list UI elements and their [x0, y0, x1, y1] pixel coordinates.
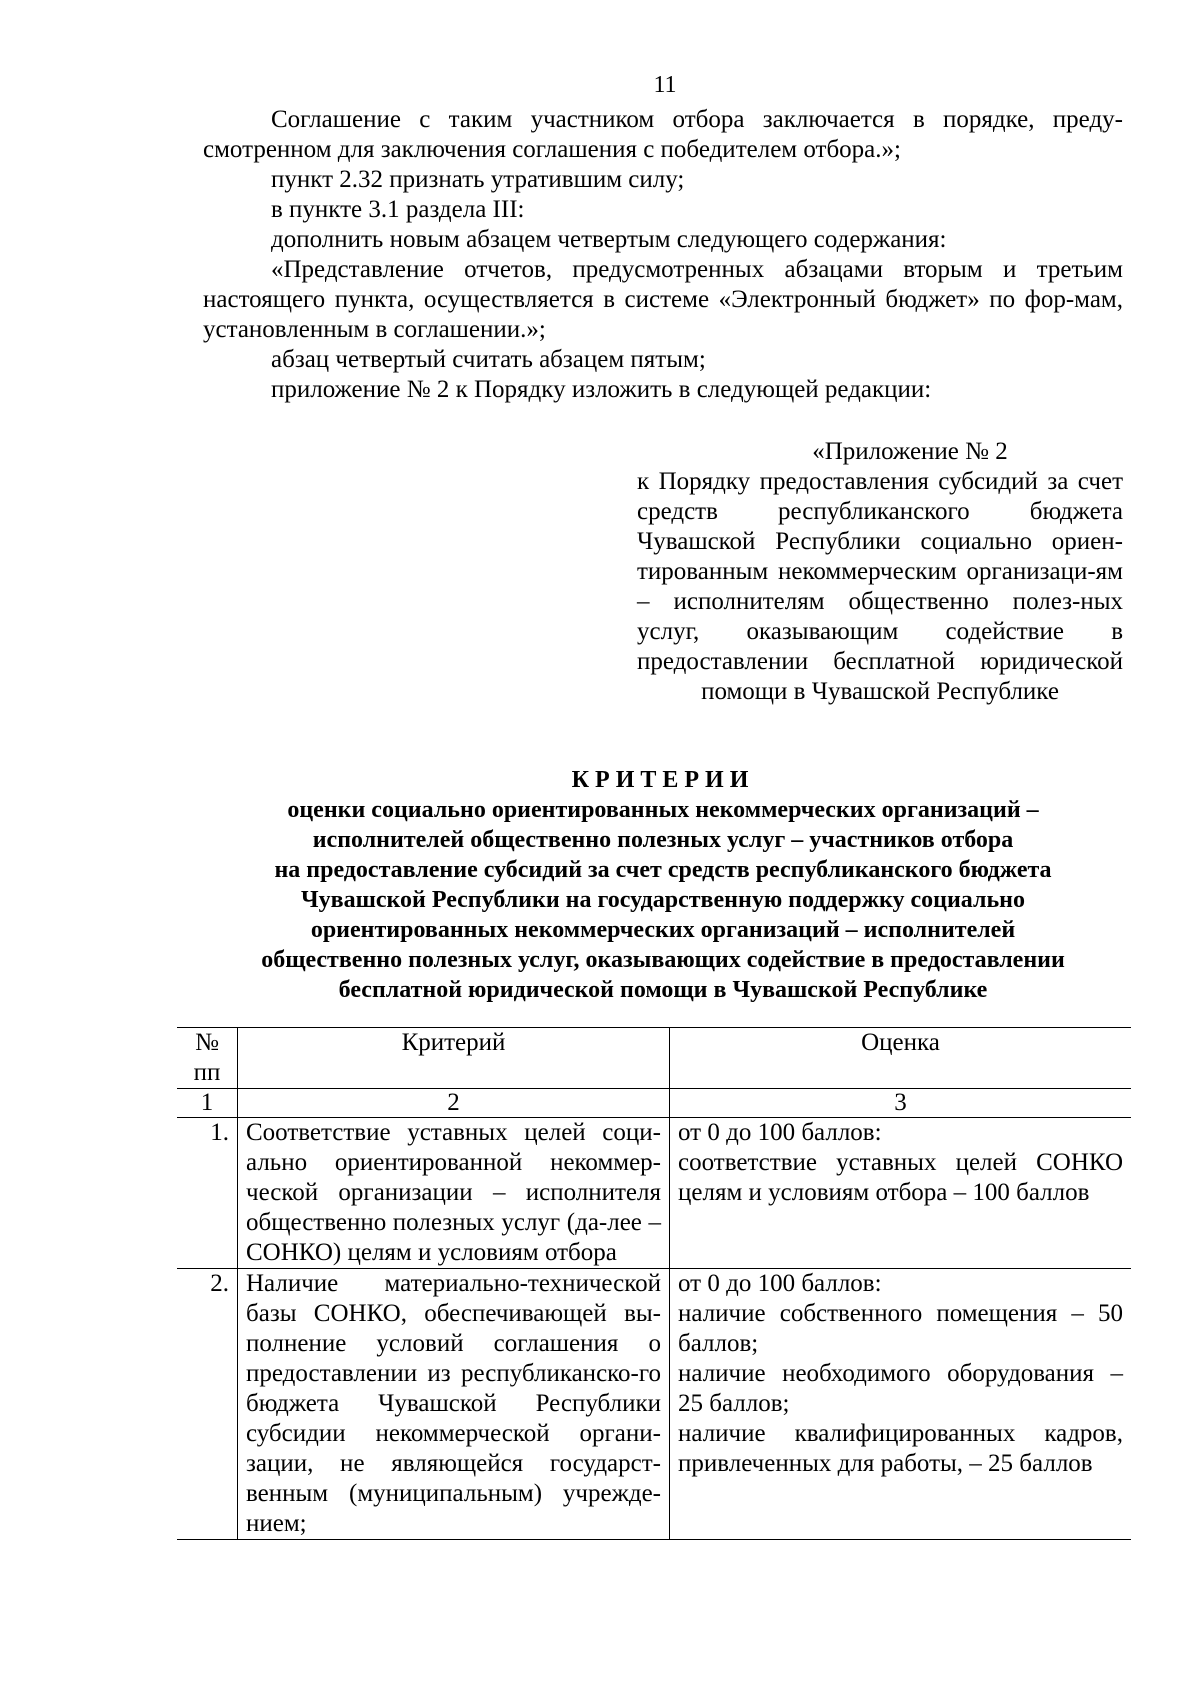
header-num: № пп — [177, 1028, 238, 1089]
row-criterion: Соответствие уставных целей соци-ально ориентированной некоммер-ческой организации – исполнителя общественно полезных услуг (да-лее – СОНКО) целям и условиям отбора — [238, 1118, 670, 1269]
score-line: соответствие уставных целей СОНКО целям и условиям отбора – 100 баллов — [678, 1149, 1123, 1206]
table-header-row — [177, 1028, 1131, 1089]
row-number: 1. — [177, 1118, 238, 1269]
paragraph: приложение № 2 к Порядку изложить в следующей редакции: — [271, 376, 932, 403]
row-number: 2. — [177, 1269, 238, 1540]
heading-line: оценки социально ориентированных некоммерческих организаций – — [287, 797, 1039, 823]
row-criterion: Наличие материально-технической базы СОНКО, обеспечивающей вы-полнение условий соглашения о предоставлении из республиканско-го бюджета Чувашской Республики субсидии некоммерческой органи-зации, не являющейся государст-венным (муниципальным) учрежде-нием; — [238, 1269, 670, 1540]
heading-line: Чувашской Республики на государственную поддержку социально — [301, 887, 1025, 913]
paragraph: абзац четвертый считать абзацем пятым; — [271, 346, 706, 373]
header-score: Оценка — [670, 1028, 1132, 1089]
column-number: 1 — [177, 1089, 238, 1118]
appendix-block — [637, 437, 1123, 707]
paragraph: Соглашение с таким участником отбора заключается в порядке, преду-смотренном для заключения соглашения с победителем отбора.»; — [203, 106, 1123, 163]
heading-title: КРИТЕРИИ — [571, 767, 755, 793]
heading-line: бесплатной юридической помощи в Чувашской Республике — [338, 977, 988, 1003]
heading-line: ориентированных некоммерческих организаций – исполнителей — [310, 917, 1016, 943]
score-line: от 0 до 100 баллов: — [678, 1119, 882, 1146]
column-number-row — [177, 1089, 1131, 1118]
score-line: наличие квалифицированных кадров, привлеченных для работы, – 25 баллов — [678, 1420, 1123, 1477]
body-text — [203, 105, 1123, 405]
heading-line: на предоставление субсидий за счет средств республиканского бюджета — [274, 857, 1052, 883]
page-number: 11 — [653, 72, 677, 98]
appendix-title: «Приложение № 2 — [812, 438, 1008, 465]
paragraph: пункт 2.32 признать утратившим силу; — [271, 166, 685, 193]
score-line: наличие собственного помещения – 50 баллов; — [678, 1300, 1123, 1357]
column-number: 2 — [238, 1089, 670, 1118]
row-score — [670, 1269, 1132, 1540]
table-row — [177, 1269, 1131, 1540]
paragraph: в пункте 3.1 раздела III: — [271, 196, 525, 223]
heading-line: исполнителей общественно полезных услуг – участников отбора — [312, 827, 1014, 853]
header-criterion: Критерий — [238, 1028, 670, 1089]
paragraph: дополнить новым абзацем четвертым следующего содержания: — [271, 226, 947, 253]
column-number: 3 — [670, 1089, 1132, 1118]
heading-line: общественно полезных услуг, оказывающих содействие в предоставлении — [261, 947, 1065, 973]
table-row — [177, 1118, 1131, 1269]
criteria-table — [177, 1027, 1131, 1540]
appendix-text: к Порядку предоставления субсидий за счет средств республиканского бюджета Чувашской Республики социально ориен-тированным некоммерческим организаци-ям – исполнителям общественно полез-ных услуг, оказывающим содействие в предоставлении бесплатной юридической помощи в Чувашской Республике — [637, 468, 1123, 705]
paragraph: «Представление отчетов, предусмотренных абзацами вторым и третьим настоящего пункта, осуществляется в системе «Электронный бюджет» по фор-мам, установленным в соглашении.»; — [203, 256, 1123, 343]
score-line: от 0 до 100 баллов: — [678, 1270, 882, 1297]
score-line: наличие необходимого оборудования – 25 баллов; — [678, 1360, 1123, 1417]
criteria-heading — [203, 765, 1123, 1005]
row-score — [670, 1118, 1132, 1269]
